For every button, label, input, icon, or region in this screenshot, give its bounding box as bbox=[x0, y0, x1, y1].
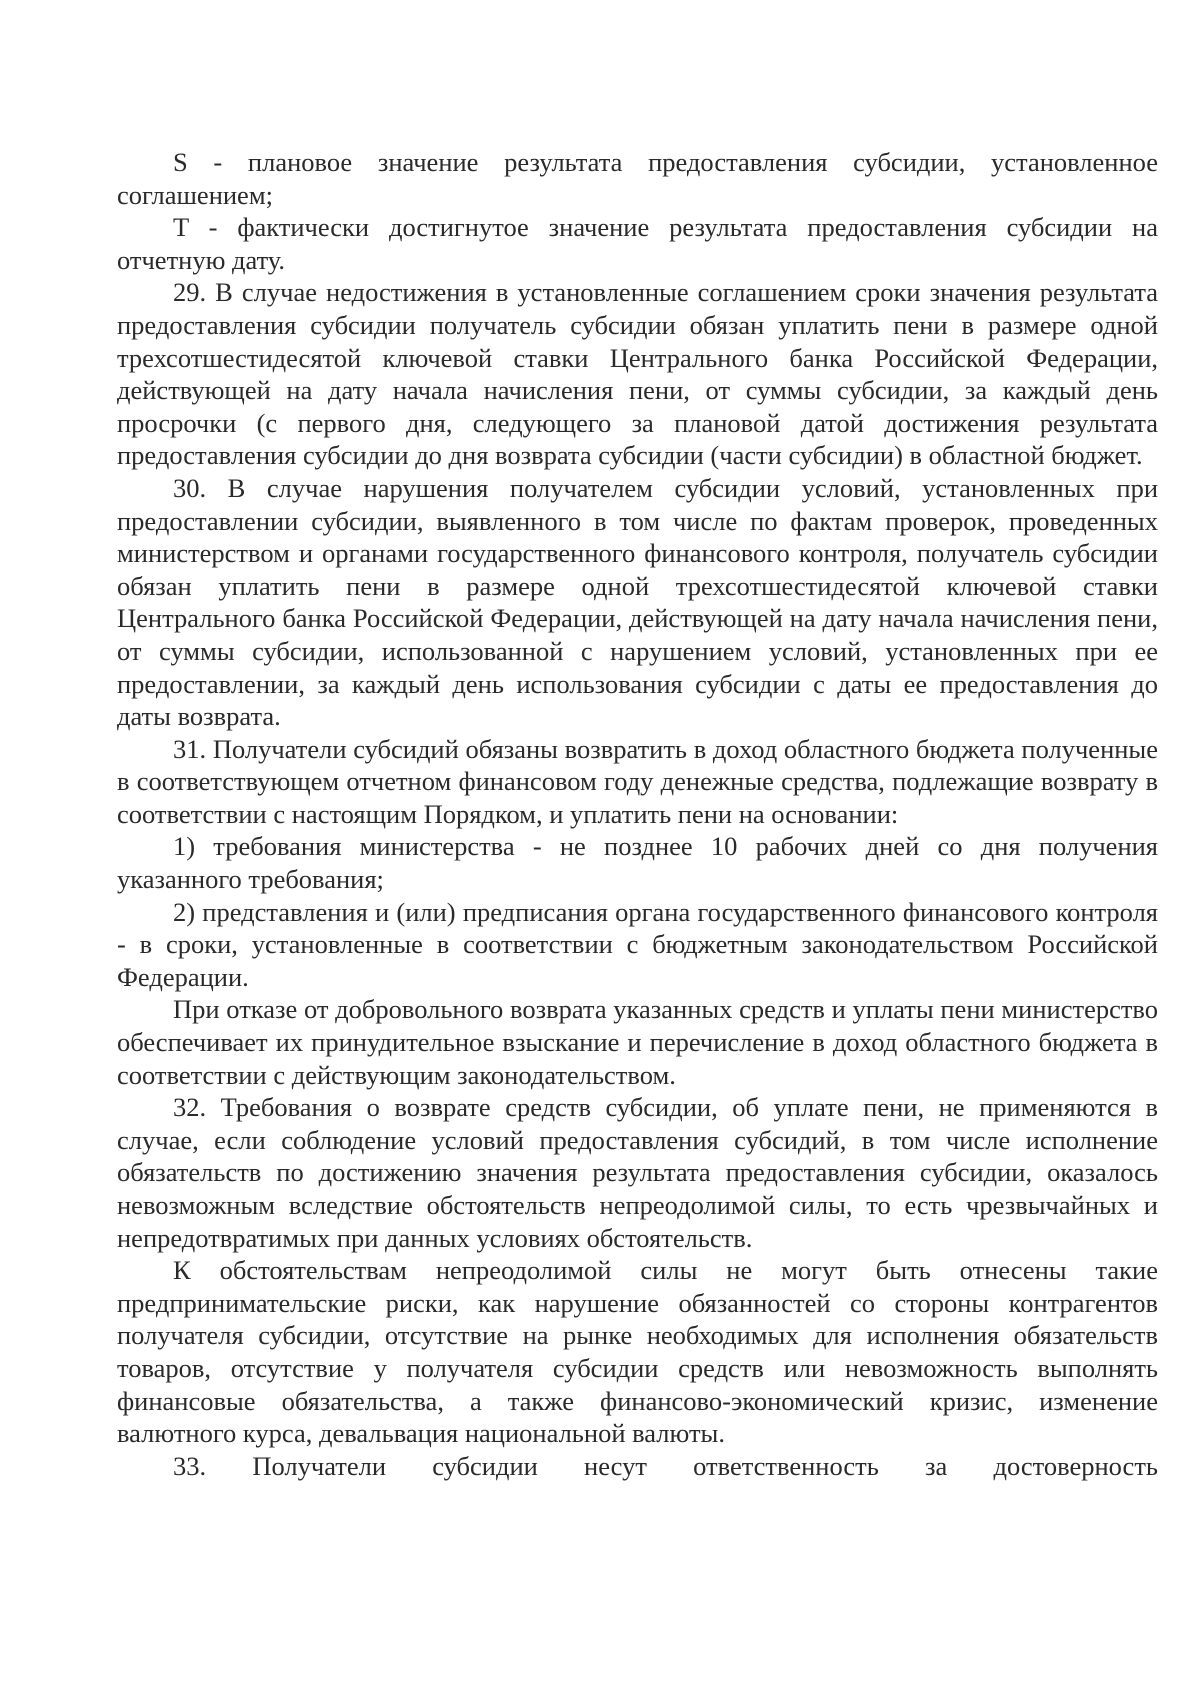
paragraph-33: 33. Получатели субсидии несут ответственность за достоверность bbox=[173, 1450, 1158, 1481]
paragraph-31-item-2: 2) представления и (или) предписания органа государственного финансового контроля - в сроки, установленные в соответствии с бюджетным законодательством Российской Федерации. bbox=[117, 896, 1158, 992]
paragraph-30: 30. В случае нарушения получателем субсидии условий, установленных при предоставлении субсидии, выявленного в том числе по фактам проверок, проведенных министерством и органами государственного финансового контроля, получатель субсидии обязан уплатить пени в размере одной трехсотшестидесятой ключевой ставки Центрального банка Российской Федерации, действующей на дату начала начисления пени, от суммы субсидии, использованной с нарушением условий, установленных при ее предоставлении, за каждый день использования субсидии с даты ее предоставления до даты возврата. bbox=[117, 472, 1158, 732]
paragraph-force-majeure: К обстоятельствам непреодолимой силы не могут быть отнесены такие предпринимательские риски, как нарушение обязанностей со стороны контрагентов получателя субсидии, отсутствие на рынке необходимых для исполнения обязательств товаров, отсутствие у получателя субсидии средств или невозможность выполнять финансовые обязательства, а также финансово-экономический кризис, изменение валютного курса, девальвация национальной валюты. bbox=[117, 1255, 1158, 1449]
paragraph-29: 29. В случае недостижения в установленные соглашением сроки значения результата предоставления субсидии получатель субсидии обязан уплатить пени в размере одной трехсотшестидесятой ключевой ставки Центрального банка Российской Федерации, действующей на дату начала начисления пени, от суммы субсидии, за каждый день просрочки (с первого дня, следующего за плановой датой достижения результата предоставления субсидии до дня возврата субсидии (части субсидии) в областной бюджет. bbox=[117, 277, 1158, 471]
paragraph-31-item-1: 1) требования министерства - не позднее 10 рабочих дней со дня получения указанного требования; bbox=[117, 831, 1158, 895]
paragraph-t-definition: T - фактически достигнутое значение результата предоставления субсидии на отчетную дату. bbox=[117, 212, 1158, 275]
document-body bbox=[117, 146, 1158, 1482]
paragraph-32: 32. Требования о возврате средств субсидии, об уплате пени, не применяются в случае, если соблюдение условий предоставления субсидий, в том числе исполнение обязательств по достижению значения результата предоставления субсидии, оказалось невозможным вследствие обстоятельств непреодолимой силы, то есть чрезвычайных и непредотвратимых при данных условиях обстоятельств. bbox=[117, 1092, 1158, 1253]
paragraph-s-definition: S - плановое значение результата предоставления субсидии, установленное соглашением; bbox=[117, 147, 1158, 210]
paragraph-refusal: При отказе от добровольного возврата указанных средств и уплаты пени министерство обеспечивает их принудительное взыскание и перечисление в доход областного бюджета в соответствии с действующим законодательством. bbox=[117, 994, 1158, 1090]
paragraph-31: 31. Получатели субсидий обязаны возвратить в доход областного бюджета полученные в соответствующем отчетном финансовом году денежные средства, подлежащие возврату в соответствии с настоящим Порядком, и уплатить пени на основании: bbox=[117, 733, 1158, 829]
